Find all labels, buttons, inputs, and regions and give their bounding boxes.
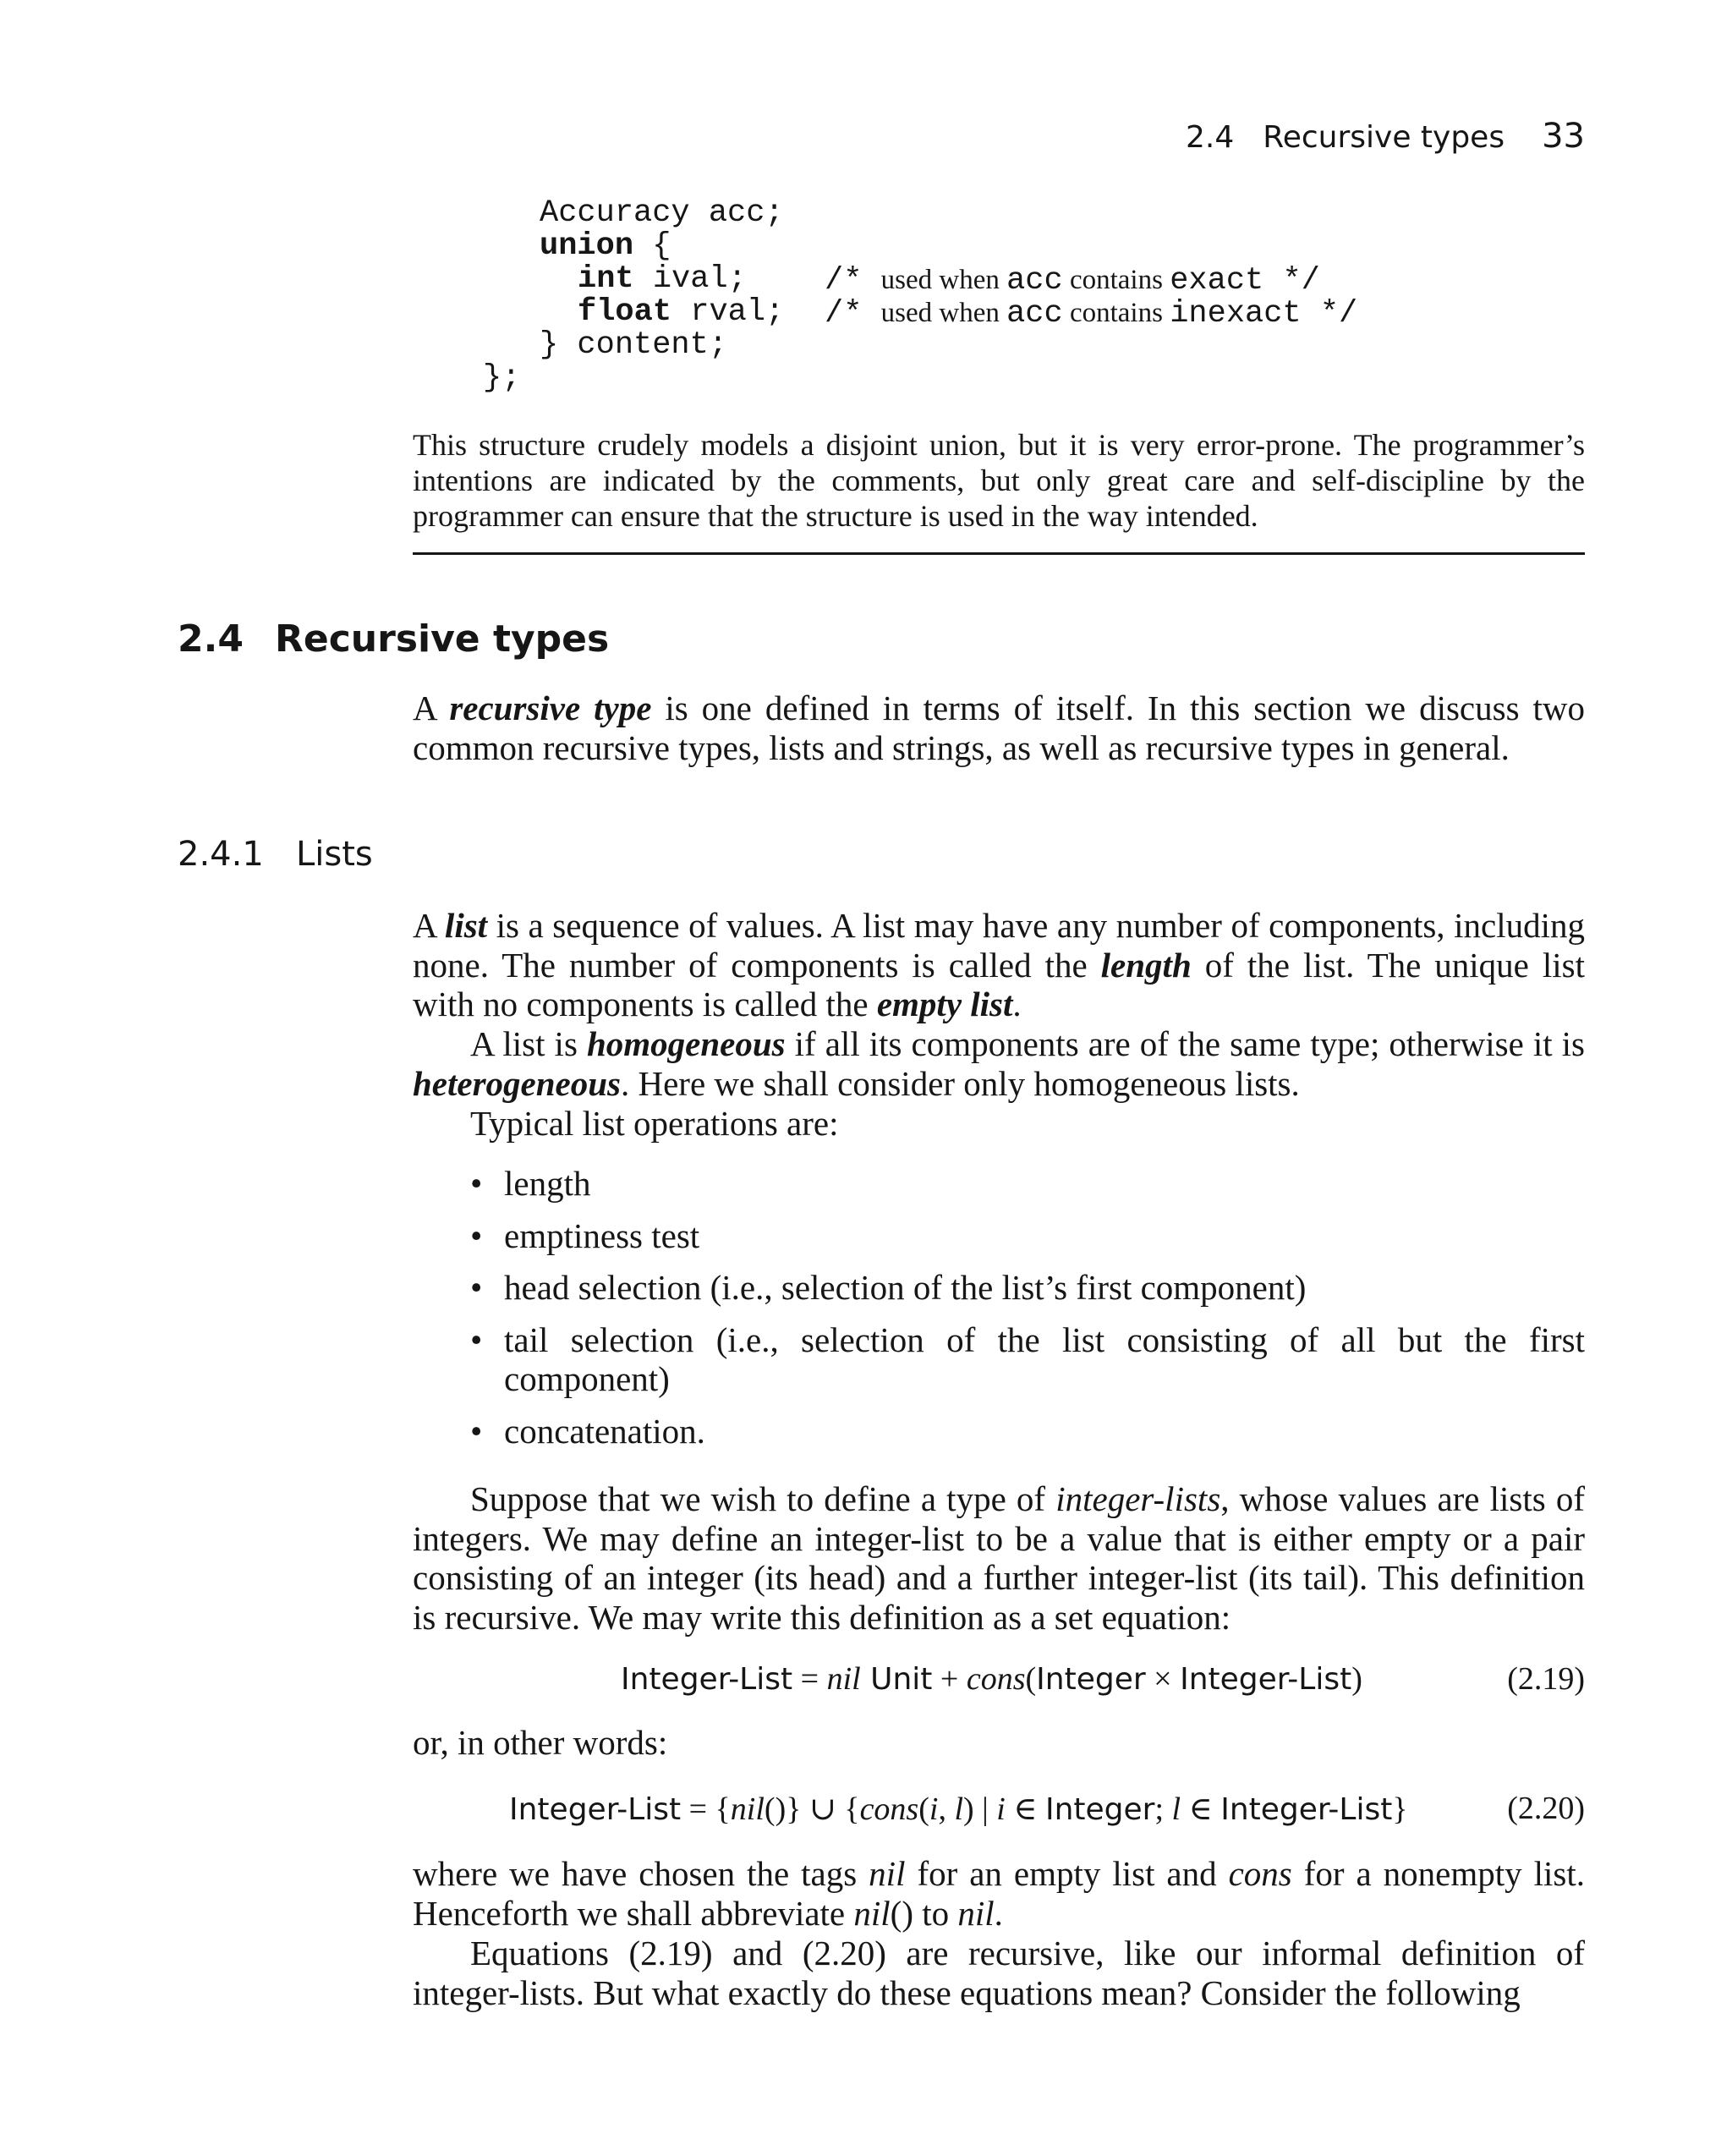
text: Suppose that we wish to define a type of bbox=[470, 1479, 1056, 1518]
eq-op: ∈ bbox=[1181, 1791, 1221, 1827]
running-header-section-number: 2.4 bbox=[1186, 120, 1235, 155]
box-rule bbox=[413, 552, 1585, 555]
comment-text: used when bbox=[880, 298, 1007, 328]
text: A bbox=[413, 906, 445, 945]
text: . bbox=[1012, 985, 1022, 1023]
eq-op: = bbox=[792, 1661, 827, 1697]
comment-value: exact bbox=[1170, 263, 1264, 299]
eq-type: Integer-List bbox=[509, 1792, 682, 1827]
paragraph-list-definition bbox=[413, 906, 1585, 1024]
term-nil: nil bbox=[957, 1893, 995, 1933]
eq-type: Integer-List bbox=[1220, 1792, 1393, 1827]
equation-2-20 bbox=[509, 1790, 1408, 1828]
eq-tag: nil bbox=[730, 1791, 765, 1827]
comment-var: acc bbox=[1006, 263, 1063, 299]
text: A list is bbox=[470, 1024, 587, 1063]
term-recursive-type: recursive type bbox=[449, 688, 652, 727]
keyword-int: int bbox=[578, 261, 634, 297]
paragraph-operations: Typical list operations are: bbox=[470, 1104, 839, 1143]
eq-tag: nil bbox=[826, 1661, 861, 1697]
eq-tag: cons bbox=[966, 1661, 1026, 1697]
eq-op: } bbox=[1392, 1791, 1408, 1827]
subsection-number: 2.4.1 bbox=[178, 835, 264, 874]
paragraph-equations: Equations (2.19) and (2.20) are recursive, like our informal definition of integer-lists. But what exactly do these equations mean? Consider the following bbox=[413, 1934, 1585, 2012]
equation-number: (2.19) bbox=[1507, 1661, 1585, 1697]
eq-type: Integer bbox=[1044, 1792, 1155, 1827]
text: of the list. The unique list with no components is called the bbox=[413, 945, 1585, 1023]
code-line-close-content: } content; bbox=[540, 327, 728, 363]
code-union-brace: { bbox=[633, 228, 671, 264]
eq-op: ; bbox=[1154, 1791, 1172, 1827]
text: for an empty list and bbox=[905, 1854, 1229, 1893]
comment-open: /* bbox=[825, 263, 881, 299]
paragraph-homogeneous bbox=[413, 1024, 1585, 1103]
paragraph-suppose bbox=[413, 1479, 1585, 1637]
term-nil: nil bbox=[869, 1854, 906, 1893]
text: where we have chosen the tags bbox=[413, 1854, 869, 1893]
eq-op: × bbox=[1145, 1661, 1181, 1697]
eq-type: Integer bbox=[1036, 1662, 1146, 1697]
eq-op: ( bbox=[918, 1791, 929, 1827]
text: is one defined in terms of itself. In this section we discuss two common recursive types, lists and strings, as well as recursive types in general. bbox=[413, 688, 1586, 767]
keyword-float: float bbox=[578, 294, 672, 330]
paragraph-or-in-other-words: or, in other words: bbox=[413, 1723, 668, 1762]
running-header bbox=[1186, 117, 1585, 156]
eq-op: = { bbox=[681, 1791, 731, 1827]
term-heterogeneous: heterogeneous bbox=[413, 1063, 621, 1103]
eq-op: ) | bbox=[963, 1791, 997, 1827]
text: if all its components are of the same type; otherwise it is bbox=[785, 1024, 1586, 1063]
eq-tag: cons bbox=[859, 1791, 919, 1827]
eq-type: Unit bbox=[860, 1662, 933, 1697]
term-nil: nil bbox=[853, 1893, 891, 1933]
eq-op: ()} ∪ { bbox=[764, 1791, 860, 1827]
list-item: • concatenation. bbox=[470, 1412, 1585, 1451]
term-list: list bbox=[444, 906, 488, 945]
code-line-accuracy: Accuracy acc; bbox=[540, 195, 784, 231]
running-header-title: Recursive types bbox=[1263, 120, 1505, 155]
text: A bbox=[413, 688, 450, 727]
eq-var: l bbox=[1171, 1791, 1181, 1827]
code-float-decl: rval; bbox=[671, 294, 785, 330]
text: () to bbox=[890, 1893, 958, 1933]
keyword-union: union bbox=[540, 228, 634, 264]
eq-var: i bbox=[996, 1791, 1006, 1827]
code-line-int bbox=[578, 263, 747, 296]
code-int-decl: ival; bbox=[633, 261, 747, 297]
code-comment-inexact bbox=[825, 296, 1357, 332]
text: is a sequence of values. A list may have any number of components, including none. The number of components is called the bbox=[413, 906, 1585, 985]
equation-number: (2.20) bbox=[1507, 1791, 1585, 1826]
list-item: • emptiness test bbox=[470, 1216, 1585, 1256]
eq-op: ) bbox=[1351, 1661, 1362, 1697]
term-empty-list: empty list bbox=[876, 985, 1013, 1023]
section-intro bbox=[413, 688, 1585, 767]
comment-open: /* bbox=[825, 296, 881, 332]
text: . bbox=[994, 1893, 1003, 1933]
list-item: • length bbox=[470, 1164, 1585, 1204]
subsection-heading bbox=[178, 835, 373, 874]
term-integer-lists: integer-lists bbox=[1055, 1479, 1221, 1518]
comment-close: */ bbox=[1301, 296, 1358, 332]
list-item: • tail selection (i.e., selection of the list consisting of all but the first component) bbox=[470, 1320, 1585, 1399]
term-homogeneous: homogeneous bbox=[586, 1024, 786, 1063]
comment-text: contains bbox=[1062, 298, 1170, 328]
subsection-title: Lists bbox=[296, 835, 373, 874]
eq-var: l bbox=[954, 1791, 963, 1827]
operations-list bbox=[470, 1164, 1585, 1463]
text: . Here we shall consider only homogeneous lists. bbox=[621, 1063, 1300, 1103]
eq-op: + bbox=[932, 1661, 967, 1697]
code-line-close-struct: }; bbox=[483, 360, 521, 396]
comment-text: used when bbox=[880, 265, 1007, 295]
eq-type: Integer-List bbox=[621, 1662, 793, 1697]
comment-close: */ bbox=[1263, 263, 1320, 299]
text: , whose values are lists of integers. We may define an integer-list to be a value that is either empty or a pair consisting of an integer (its head) and a further integer-list (its tail). This definition is recursive. We may write this definition as a set equation: bbox=[413, 1479, 1586, 1637]
eq-op: , bbox=[938, 1791, 955, 1827]
term-length: length bbox=[1100, 945, 1192, 985]
section-heading bbox=[178, 617, 609, 661]
eq-type: Integer-List bbox=[1180, 1662, 1352, 1697]
code-line-union bbox=[540, 230, 671, 263]
text: for a nonempty list. Henceforth we shall abbreviate bbox=[413, 1854, 1585, 1933]
comment-value: inexact bbox=[1170, 296, 1302, 332]
box-explanation: This structure crudely models a disjoint union, but it is very error-prone. The programmer’s intentions are indicated by the comments, but only great care and self-discipline by the programmer can ensure that the structure is used in the way intended. bbox=[413, 428, 1585, 533]
comment-var: acc bbox=[1006, 296, 1063, 332]
list-item: • head selection (i.e., selection of the list’s first component) bbox=[470, 1268, 1585, 1308]
term-cons: cons bbox=[1228, 1854, 1292, 1893]
eq-op: ∈ bbox=[1005, 1791, 1045, 1827]
comment-text: contains bbox=[1062, 265, 1170, 295]
eq-var: i bbox=[929, 1791, 939, 1827]
page-number: 33 bbox=[1542, 117, 1585, 156]
paragraph-where bbox=[413, 1854, 1585, 1933]
section-title: Recursive types bbox=[275, 617, 610, 661]
eq-op: ( bbox=[1025, 1661, 1037, 1697]
code-comment-exact bbox=[825, 263, 1320, 299]
section-number: 2.4 bbox=[178, 617, 244, 661]
code-line-float bbox=[578, 296, 784, 329]
equation-2-19 bbox=[621, 1660, 1362, 1698]
